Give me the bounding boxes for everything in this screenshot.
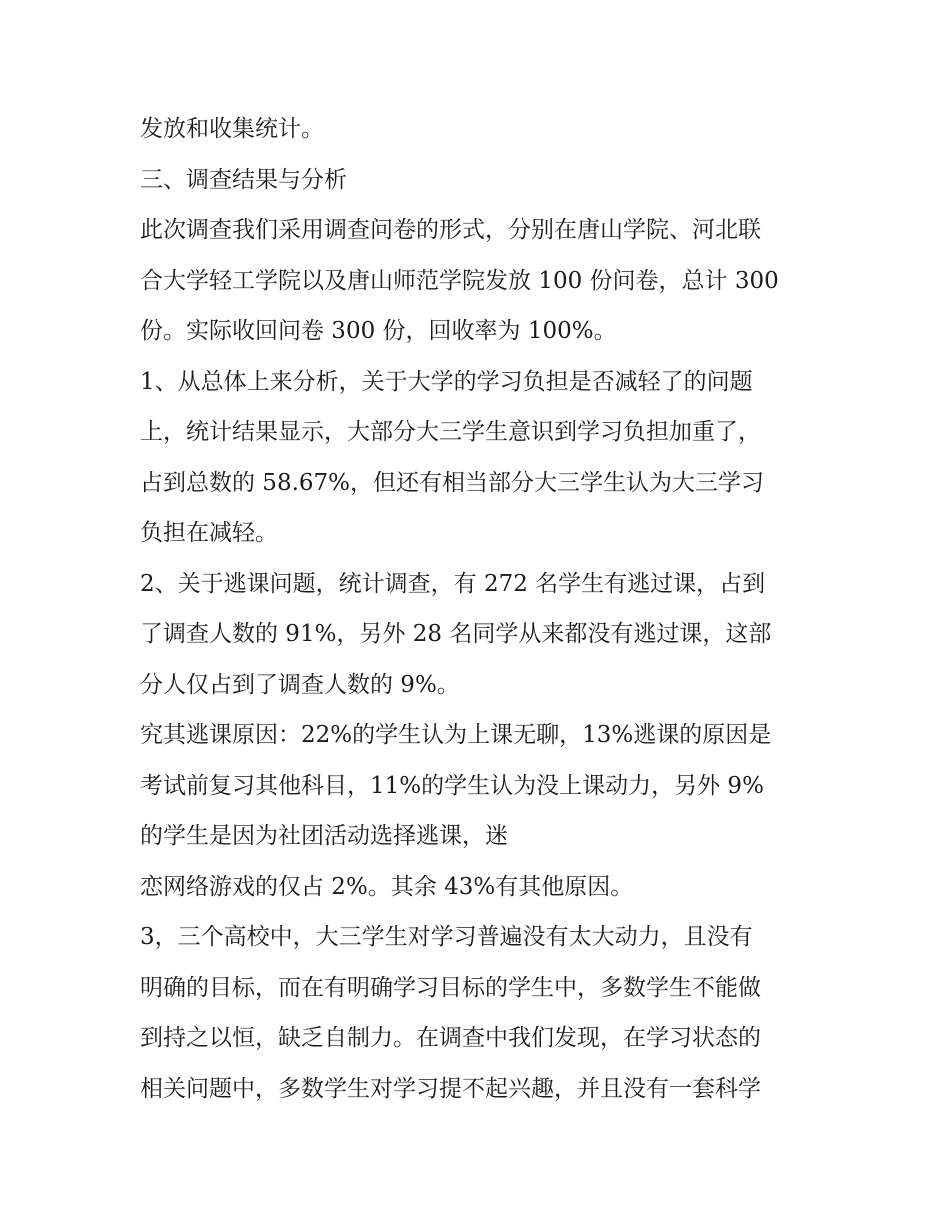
document-body: [140, 104, 820, 1114]
text-line: 1、从总体上来分析，关于大学的学习负担是否减轻了的问题: [140, 368, 753, 395]
text-line: 2、关于逃课问题，统计调查，有 272 名学生有逃过课，占到: [140, 570, 766, 597]
text-line: 究其逃课原因：22%的学生认为上课无聊，13%逃课的原因是: [140, 722, 772, 748]
text-line: 的学生是因为社团活动选择逃课，迷: [140, 823, 508, 849]
text-line: 到持之以恒，缺乏自制力。在调查中我们发现，在学习状态的: [140, 1025, 761, 1051]
text-line: 上，统计结果显示，大部分大三学生意识到学习负担加重了，: [140, 419, 761, 445]
text-line: 分人仅占到了调查人数的 9%。: [140, 671, 460, 698]
text-line: 了调查人数的 91%，另外 28 名同学从来都没有逃过课，这部: [140, 621, 772, 647]
text-line: 相关问题中，多数学生对学习提不起兴趣，并且没有一套科学: [140, 1075, 761, 1102]
text-line: 合大学轻工学院以及唐山师范学院发放 100 份问卷，总计 300: [140, 267, 779, 294]
text-line: 明确的目标，而在有明确学习目标的学生中，多数学生不能做: [140, 974, 761, 1001]
text-line: 份。实际收回问卷 300 份，回收率为 100%。: [140, 318, 617, 344]
text-line: 3，三个高校中，大三学生对学习普遍没有太大动力，且没有: [140, 924, 753, 950]
text-line: 占到总数的 58.67%，但还有相当部分大三学生认为大三学习: [140, 469, 765, 496]
section-heading: 三、调查结果与分析: [140, 166, 347, 193]
text-line: 此次调查我们采用调查问卷的形式，分别在唐山学院、河北联: [140, 217, 761, 243]
text-line: 恋网络游戏的仅占 2%。其余 43%有其他原因。: [140, 873, 634, 900]
text-line: 负担在减轻。: [140, 520, 278, 546]
text-line: 发放和收集统计。: [140, 116, 324, 142]
text-line: 考试前复习其他科目，11%的学生认为没上课动力，另外 9%: [140, 772, 764, 799]
